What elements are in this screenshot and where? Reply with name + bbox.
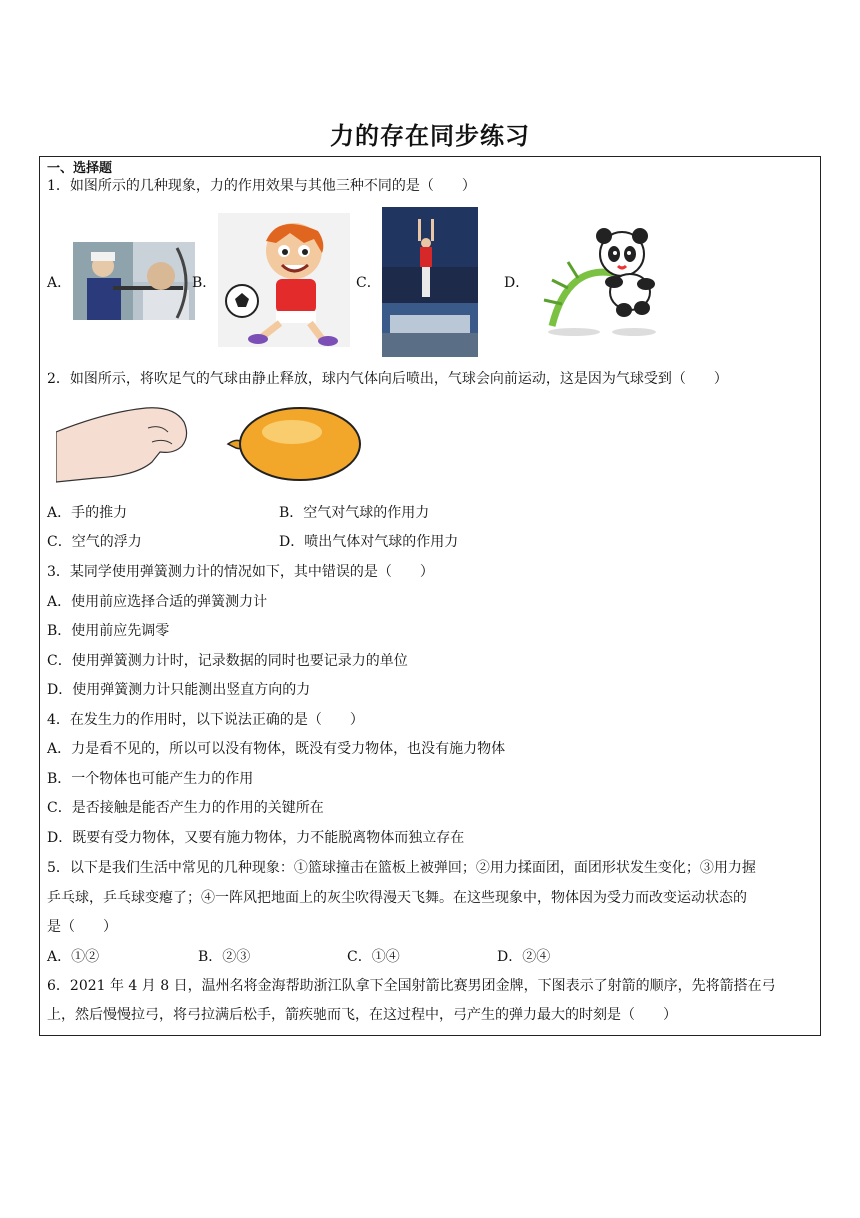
q5-stem-line-1: 5．以下是我们生活中常见的几种现象：①篮球撞击在篮板上被弹回；②用力揉面团，面团形状发生变化；③用力握 [47, 860, 756, 876]
q2-option-b: B．空气对气球的作用力 [279, 505, 430, 521]
q2-option-d: D．喷出气体对气球的作用力 [279, 534, 459, 550]
q2-option-a: A．手的推力 [47, 505, 128, 521]
q2-option-c: C．空气的浮力 [47, 534, 142, 550]
q1-option-d-label: D． [504, 275, 530, 291]
q5-option-d: D．②④ [497, 949, 551, 965]
q3-stem: 3．某同学使用弹簧测力计的情况如下，其中错误的是（ ） [47, 564, 434, 580]
q6-stem-line-1: 6．2021 年 4 月 8 日，温州名将金海帮助浙江队拿下全国射箭比赛男团金牌，下图表示了射箭的顺序，先将箭搭在弓 [47, 978, 776, 994]
q2-hand-balloon-image [56, 402, 364, 484]
q5-option-a: A．①② [47, 949, 100, 965]
q5-option-c: C．①④ [347, 949, 400, 965]
q4-option-d: D．既要有受力物体，又要有施力物体，力不能脱离物体而独立存在 [47, 830, 465, 846]
q2-stem: 2．如图所示，将吹足气的气球由静止释放，球内气体向后喷出，气球会向前运动，这是因为气球受到（ ） [47, 371, 728, 387]
q4-option-a: A．力是看不见的，所以可以没有物体，既没有受力物体，也没有施力物体 [47, 741, 506, 757]
section-heading: 一、选择题 [47, 161, 113, 176]
q1-soccer-kid-image [218, 213, 350, 347]
q3-option-d: D．使用弹簧测力计只能测出竖直方向的力 [47, 682, 311, 698]
q1-stem: 1．如图所示的几种现象，力的作用效果与其他三种不同的是（ ） [47, 178, 476, 194]
page-title: 力的存在同步练习 [330, 122, 530, 150]
q3-option-b: B．使用前应先调零 [47, 623, 170, 639]
q4-option-c: C．是否接触是能否产生力的作用的关键所在 [47, 800, 324, 816]
q3-option-a: A．使用前应选择合适的弹簧测力计 [47, 594, 268, 610]
q3-option-c: C．使用弹簧测力计时，记录数据的同时也要记录力的单位 [47, 653, 408, 669]
q1-panda-bamboo-image [538, 222, 664, 340]
q1-trampoline-image [382, 207, 478, 357]
q4-option-b: B．一个物体也可能产生力的作用 [47, 771, 254, 787]
q5-stem-line-2: 乒乓球，乒乓球变瘪了；④一阵风把地面上的灰尘吹得漫天飞舞。在这些现象中，物体因为受力而改变运动状态的 [47, 890, 747, 906]
q1-option-a-label: A． [47, 275, 72, 291]
q1-option-c-label: C． [356, 275, 381, 291]
q6-stem-line-2: 上，然后慢慢拉弓，将弓拉满后松手，箭疾驰而飞，在这过程中，弓产生的弹力最大的时刻是（ ） [47, 1007, 677, 1023]
q5-option-b: B．②③ [198, 949, 251, 965]
q5-stem-line-3: 是（ ） [47, 919, 117, 935]
q1-archery-image [73, 242, 195, 320]
q4-stem: 4．在发生力的作用时，以下说法正确的是（ ） [47, 712, 364, 728]
q1-option-b-label: B． [192, 275, 217, 291]
